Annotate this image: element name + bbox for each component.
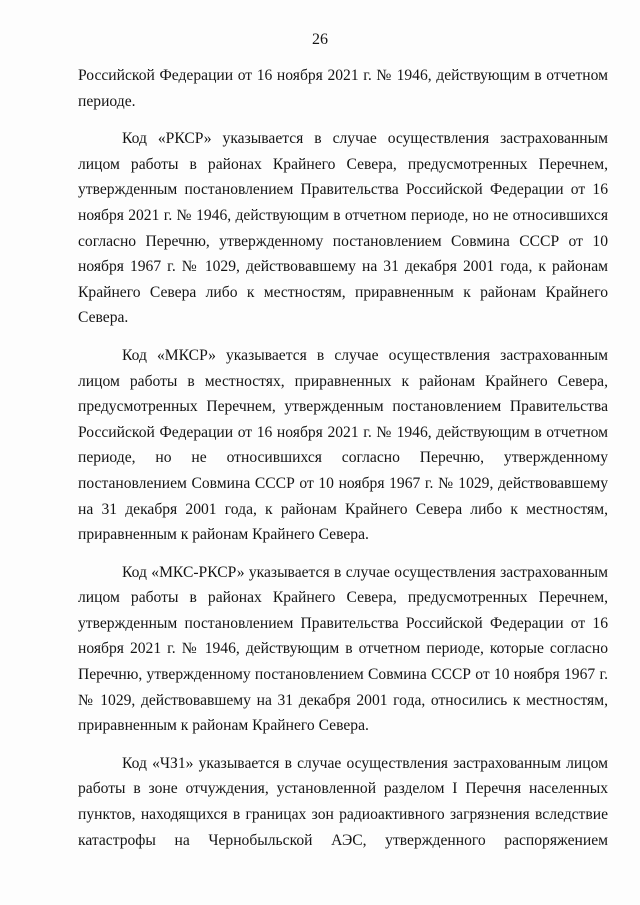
paragraph-mksr-code: Код «МКСР» указывается в случае осуществления застрахованным лицом работы в местностях, приравненных к районам Крайнего Севера, предусмотренных Перечнем, утвержденным постановлением Правительства Российской Федерации от 16 ноября 2021 г. № 1946, действующим в отчетном периоде, но не относившихся согласно Перечню, утвержденному постановлением Совмина СССР от 10 ноября 1967 г. № 1029, действовавшему на 31 декабря 2001 года, к районам Крайнего Севера либо к местностям, приравненным к районам Крайнего Севера. — [78, 346, 608, 544]
paragraph-mks-rksr-code: Код «МКС-РКСР» указывается в случае осуществления застрахованным лицом работы в районах Крайнего Севера, предусмотренных Перечнем, утвержденным постановлением Правительства Российской Федерации от 16 ноября 2021 г. № 1946, действующим в отчетном периоде, которые согласно Перечню, утвержденному постановлением Совмина СССР от 10 ноября 1967 г. № 1029, действовавшему на 31 декабря 2001 года, относились к местностям, приравненным к районам Крайнего Севера. — [78, 563, 608, 735]
paragraph-chz1-code: Код «ЧЗ1» указывается в случае осуществления застрахованным лицом работы в зоне отчуждения, установленной разделом I Перечня населенных пунктов, находящихся в границах зон радиоактивного загрязнения вследствие катастрофы на Чернобыльской АЭС, утвержденного распоряжением — [78, 754, 608, 849]
document-body — [78, 63, 608, 853]
paragraph-continuation: Российской Федерации от 16 ноября 2021 г. № 1946, действующим в отчетном периоде. — [78, 67, 608, 110]
page-number: 26 — [312, 31, 328, 48]
paragraph-rksr-code: Код «РКСР» указывается в случае осуществления застрахованным лицом работы в районах Крайнего Севера, предусмотренных Перечнем, утвержденным постановлением Правительства Российской Федерации от 16 ноября 2021 г. № 1946, действующим в отчетном периоде, но не относившихся согласно Перечню, утвержденному постановлением Совмина СССР от 10 ноября 1967 г. № 1029, действовавшему на 31 декабря 2001 года, к районам Крайнего Севера либо к местностям, приравненным к районам Крайнего Севера. — [78, 130, 608, 327]
